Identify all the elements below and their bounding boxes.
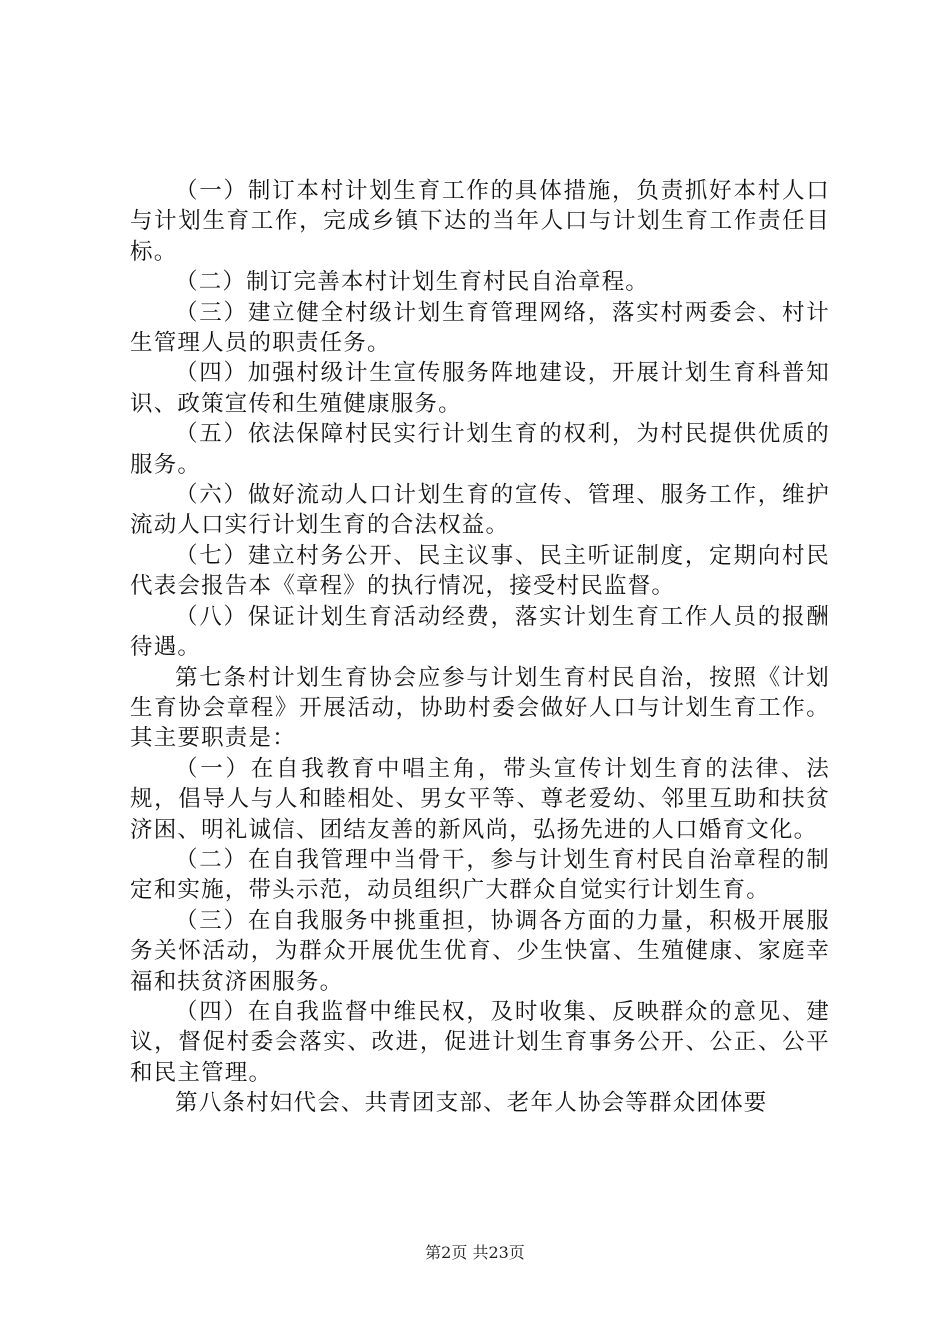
paragraph-6: （六）做好流动人口计划生育的宣传、管理、服务工作，维护流动人口实行计划生育的合法权益。 (130, 482, 830, 539)
paragraph-8: （八）保证计划生育活动经费，落实计划生育工作人员的报酬待遇。 (130, 603, 830, 661)
paragraph-10: （一）在自我教育中唱主角，带头宣传计划生育的法律、法规，倡导人与人和睦相处、男女平等、尊老爱幼、邻里互助和扶贫济困、明礼诚信、团结友善的新风尚，弘扬先进的人口婚育文化。 (130, 755, 830, 843)
paragraph-7: （七）建立村务公开、民主议事、民主听证制度，定期向村民代表会报告本《章程》的执行情况，接受村民监督。 (130, 542, 830, 600)
paragraph-5: （五）依法保障村民实行计划生育的权利，为村民提供优质的服务。 (130, 421, 830, 478)
paragraph-3: （三）建立健全村级计划生育管理网络，落实村两委会、村计生管理人员的职责任务。 (130, 299, 830, 357)
page-number-footer: 第2页 共23页 (425, 1243, 525, 1262)
paragraph-4: （四）加强村级计生宣传服务阵地建设，开展计划生育科普知识、政策宣传和生殖健康服务。 (130, 360, 830, 417)
paragraph-11: （二）在自我管理中当骨干，参与计划生育村民自治章程的制定和实施，带头示范，动员组织广大群众自觉实行计划生育。 (130, 846, 830, 904)
paragraph-1: （一）制订本村计划生育工作的具体措施，负责抓好本村人口与计划生育工作，完成乡镇下达的当年人口与计划生育工作责任目标。 (130, 178, 830, 265)
paragraph-13: （四）在自我监督中维民权，及时收集、反映群众的意见、建议，督促村委会落实、改进，促进计划生育事务公开、公正、公平和民主管理。 (130, 998, 830, 1086)
document-body (130, 176, 830, 1119)
paragraph-14: 第八条村妇代会、共青团支部、老年人协会等群众团体要 (175, 1090, 768, 1117)
paragraph-9: 第七条村计划生育协会应参与计划生育村民自治，按照《计划生育协会章程》开展活动，协助村委会做好人口与计划生育工作。其主要职责是： (130, 664, 830, 752)
paragraph-12: （三）在自我服务中挑重担，协调各方面的力量，积极开展服务关怀活动，为群众开展优生优育、少生快富、生殖健康、家庭幸福和扶贫济困服务。 (130, 907, 830, 995)
paragraph-2: （二）制订完善本村计划生育村民自治章程。 (175, 269, 650, 296)
